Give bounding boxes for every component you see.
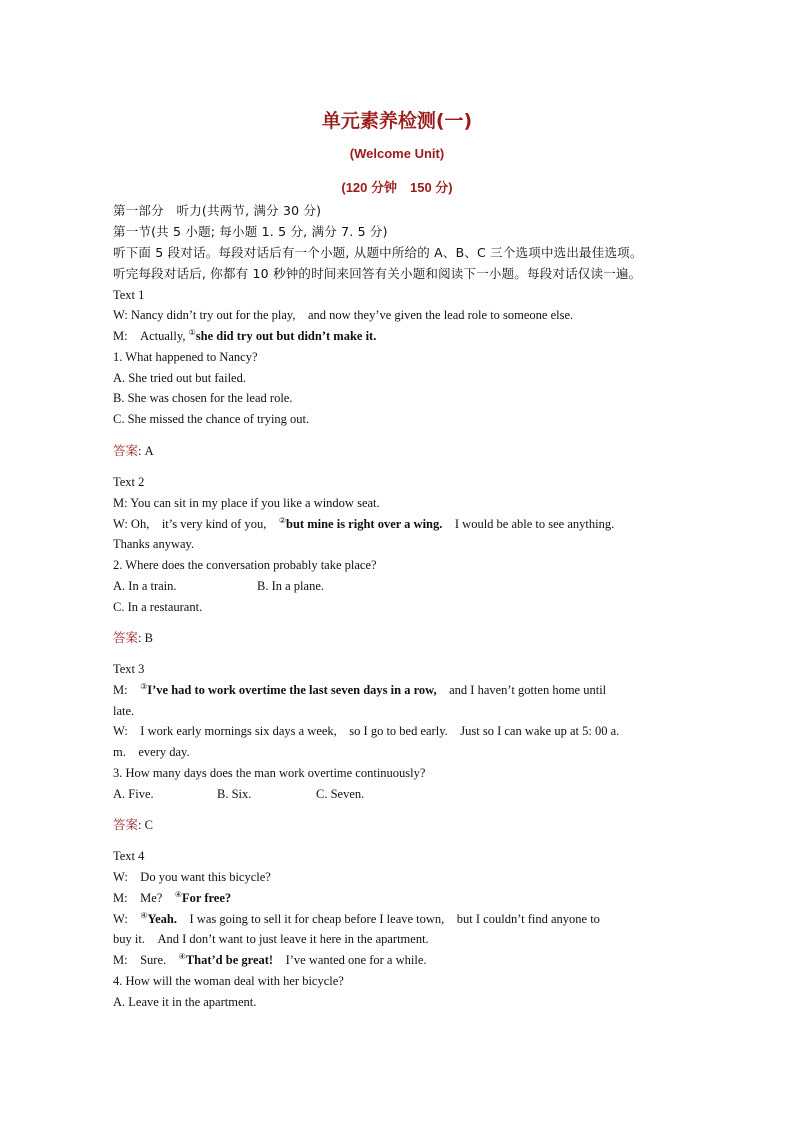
q3-answer <box>113 815 153 835</box>
exam-time: (120 分钟 150 分) <box>341 180 453 195</box>
text4-line-1: W: Do you want this bicycle? <box>113 870 271 884</box>
answer-label: 答案 <box>113 630 139 645</box>
instruction-line-1: 听下面 5 段对话。每段对话后有一个小题, 从题中所给的 A、B、C 三个选项中选出最佳选项。 <box>113 245 643 260</box>
circled-marker: ④ <box>174 889 182 899</box>
question-1: 1. What happened to Nancy? <box>113 350 258 364</box>
text4-line-4: buy it. And I don’t want to just leave it here in the apartment. <box>113 932 429 946</box>
q1-answer <box>113 441 154 461</box>
text3-line-4: m. every day. <box>113 745 190 759</box>
q1-option-b: B. She was chosen for the lead role. <box>113 391 293 405</box>
question-2: 2. Where does the conversation probably take place? <box>113 558 377 572</box>
circled-marker: ③ <box>140 681 148 691</box>
instruction-line-2: 听完每段对话后, 你都有 10 秒钟的时间来回答有关小题和阅读下一小题。每段对话仅读一遍。 <box>113 266 642 281</box>
q2-option-c: C. In a restaurant. <box>113 600 203 614</box>
text3-line-1 <box>113 680 606 700</box>
speaker: M: <box>113 683 141 697</box>
circled-marker: ④ <box>140 910 148 920</box>
dialogue-text: I would be able to see anything. <box>442 517 615 531</box>
q2-answer <box>113 628 153 648</box>
answer-value: : A <box>138 444 154 458</box>
dialogue-text: and I haven’t gotten home until <box>436 683 607 697</box>
key-sentence: For free? <box>181 891 232 905</box>
text2-line-2 <box>113 514 614 534</box>
answer-label: 答案 <box>113 817 139 832</box>
text2-label: Text 2 <box>113 475 145 489</box>
text4-line-3 <box>113 909 600 929</box>
speaker: M: Actually, <box>113 329 189 343</box>
text1-label: Text 1 <box>113 288 145 302</box>
q3-option-a: A. Five. <box>113 787 154 801</box>
text2-line-1: M: You can sit in my place if you like a window seat. <box>113 496 380 510</box>
circled-marker: ② <box>278 515 287 525</box>
text2-line-3: Thanks anyway. <box>113 537 195 551</box>
answer-value: : B <box>138 631 153 645</box>
dialogue-text: I’ve wanted one for a while. <box>273 953 427 967</box>
text1-line-2 <box>113 326 376 346</box>
speaker: M: Me? <box>113 891 175 905</box>
text4-line-2 <box>113 888 231 908</box>
q2-option-b: B. In a plane. <box>257 579 324 593</box>
question-3: 3. How many days does the man work overtime continuously? <box>113 766 426 780</box>
key-sentence: I’ve had to work overtime the last seven days in a row, <box>147 683 437 697</box>
q1-option-a: A. She tried out but failed. <box>113 371 246 385</box>
key-sentence: Yeah. <box>147 912 178 926</box>
dialogue-text: I was going to sell it for cheap before I leave town, but I couldn’t find anyone to <box>177 912 600 926</box>
part1-heading: 第一部分 听力(共两节, 满分 30 分) <box>113 203 322 218</box>
text4-line-5 <box>113 950 427 970</box>
text3-label: Text 3 <box>113 662 145 676</box>
page-title: 单元素养检测(一) <box>321 110 473 132</box>
q4-option-a: A. Leave it in the apartment. <box>113 995 257 1009</box>
text4-label: Text 4 <box>113 849 145 863</box>
key-sentence: but mine is right over a wing. <box>286 517 443 531</box>
speaker: M: Sure. <box>113 953 179 967</box>
section1-heading: 第一节(共 5 小题; 每小题 1. 5 分, 满分 7. 5 分) <box>113 224 388 239</box>
key-sentence: she did try out but didn’t make it. <box>195 329 377 343</box>
text1-line-1: W: Nancy didn’t try out for the play, and now they’ve given the lead role to someone else. <box>113 308 574 322</box>
text3-line-3: W: I work early mornings six days a week, so I go to bed early. Just so I can wake up at 5: 00 a. <box>113 724 620 738</box>
answer-value: : C <box>138 818 153 832</box>
circled-marker: ④ <box>178 951 186 961</box>
dialogue-text: W: Oh, it’s very kind of you, <box>113 517 279 531</box>
key-sentence: That’d be great! <box>185 953 274 967</box>
q3-option-c: C. Seven. <box>316 787 365 801</box>
speaker: W: <box>113 912 141 926</box>
q2-option-a: A. In a train. <box>113 579 177 593</box>
circled-marker: ① <box>188 327 196 337</box>
question-4: 4. How will the woman deal with her bicycle? <box>113 974 344 988</box>
page-subtitle: (Welcome Unit) <box>349 146 445 161</box>
q3-option-b: B. Six. <box>217 787 252 801</box>
answer-label: 答案 <box>113 443 139 458</box>
q1-option-c: C. She missed the chance of trying out. <box>113 412 310 426</box>
text3-line-2: late. <box>113 704 135 718</box>
